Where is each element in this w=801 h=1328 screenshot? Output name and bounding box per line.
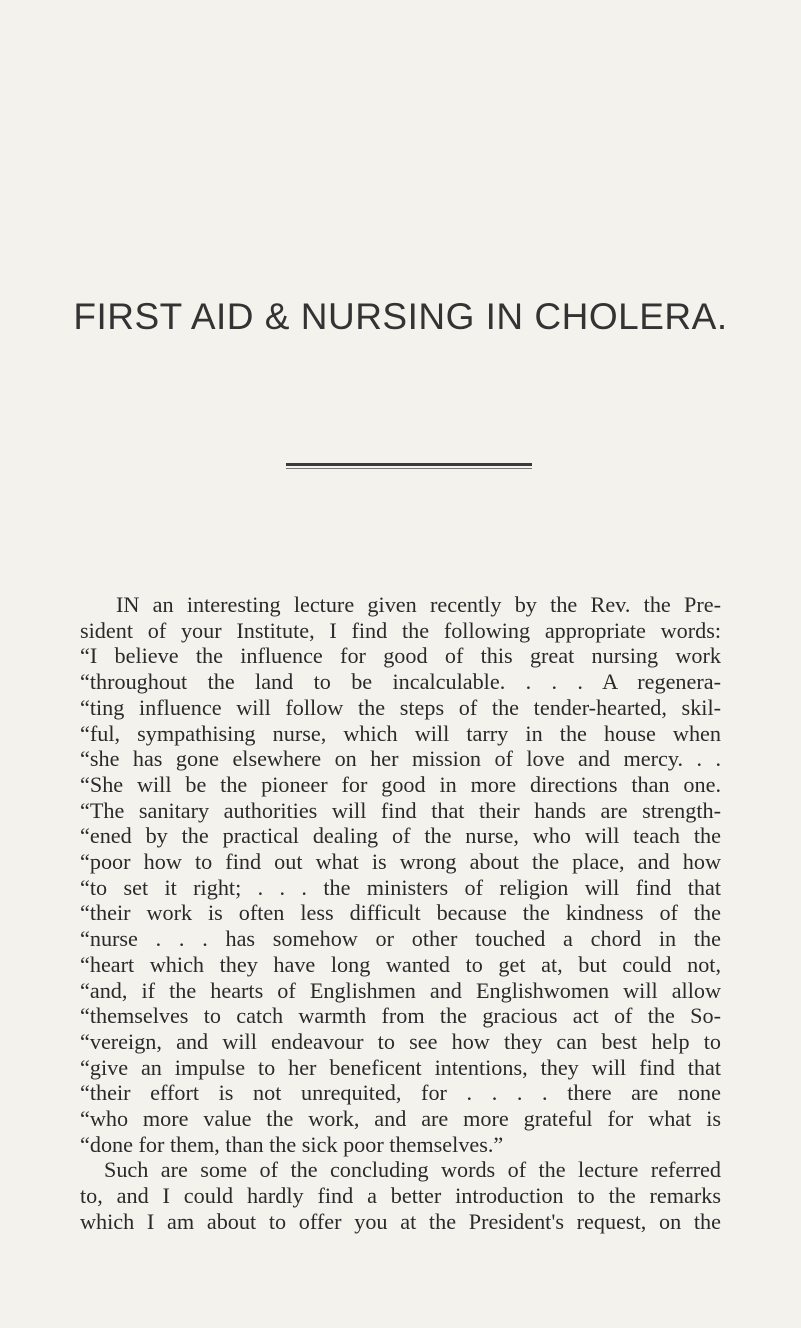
text-line: “ened by the practical dealing of the nurse, who will teach the bbox=[80, 823, 721, 849]
text-line: “I believe the influence for good of this great nursing work bbox=[80, 643, 721, 669]
text-line: “themselves to catch warmth from the gracious act of the So- bbox=[80, 1003, 721, 1029]
text-line: sident of your Institute, I find the following appropriate words: bbox=[80, 617, 721, 643]
text-line: “who more value the work, and are more grateful for what is bbox=[80, 1106, 721, 1132]
text-line: IN an interesting lecture given recently by the Rev. the Pre- bbox=[116, 592, 721, 617]
text-line: “vereign, and will endeavour to see how they can best help to bbox=[80, 1028, 721, 1054]
text-line: “poor how to find out what is wrong about the place, and how bbox=[80, 849, 721, 875]
text-line: to, and I could hardly find a better introduction to the remarks bbox=[80, 1183, 721, 1209]
text-line: “heart which they have long wanted to get at, but could not, bbox=[80, 951, 721, 977]
text-line: “and, if the hearts of Englishmen and Englishwomen will allow bbox=[80, 977, 721, 1003]
text-line: “she has gone elsewhere on her mission of love and mercy. . . bbox=[80, 746, 721, 772]
text-line: “done for them, than the sick poor themselves.” bbox=[80, 1131, 504, 1157]
text-line: “throughout the land to be incalculable. . . . A regenera- bbox=[80, 669, 721, 695]
text-line: “to set it right; . . . the ministers of religion will find that bbox=[80, 874, 721, 900]
document-title: FIRST AID & NURSING IN CHOLERA. bbox=[73, 296, 728, 337]
text-line: “their work is often less difficult because the kindness of the bbox=[80, 900, 721, 926]
text-line: “give an impulse to her beneficent intentions, they will find that bbox=[80, 1054, 721, 1080]
text-line: which I am about to offer you at the President's request, on the bbox=[80, 1208, 721, 1234]
text-line: “ful, sympathising nurse, which will tarry in the house when bbox=[80, 720, 721, 746]
text-line: “nurse . . . has somehow or other touched a chord in the bbox=[80, 926, 721, 952]
text-line: Such are some of the concluding words of the lecture referred bbox=[104, 1157, 721, 1183]
text-line: “She will be the pioneer for good in more directions than one. bbox=[80, 771, 721, 797]
body-text bbox=[80, 592, 721, 1235]
text-line: “ting influence will follow the steps of the tender-hearted, skil- bbox=[80, 694, 721, 720]
title-rule bbox=[286, 463, 532, 469]
text-line: “their effort is not unrequited, for . . . . there are none bbox=[80, 1080, 721, 1106]
text-line: “The sanitary authorities will find that their hands are strength- bbox=[80, 797, 721, 823]
